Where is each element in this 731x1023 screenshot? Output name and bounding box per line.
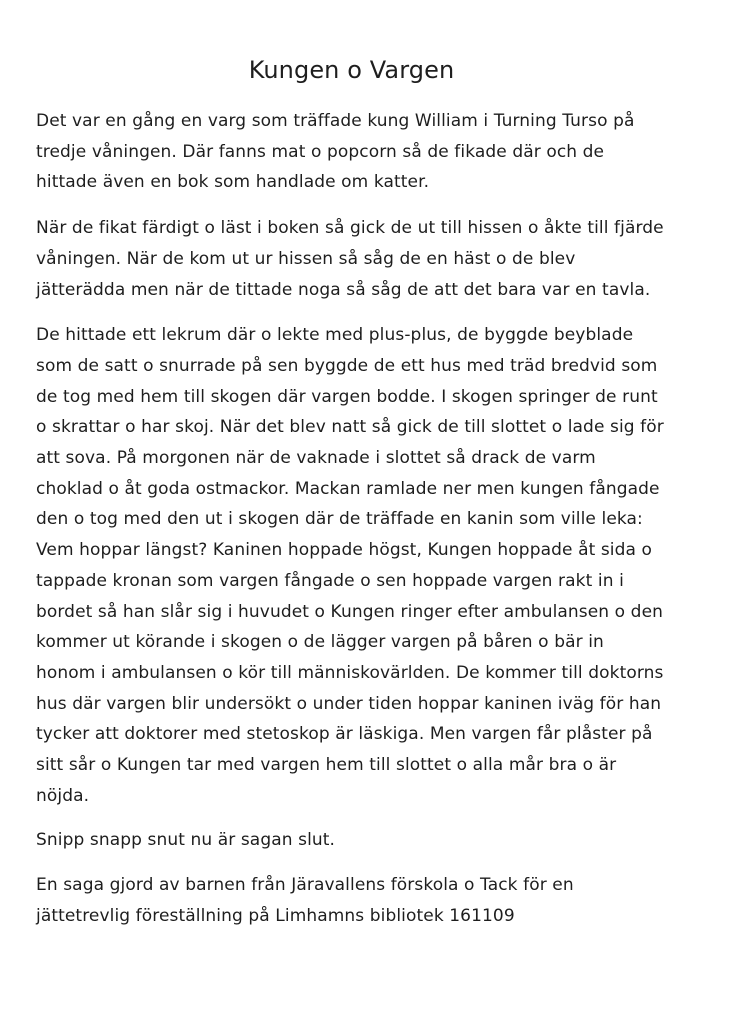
- paragraph-elevator: När de fikat färdigt o läst i boken så gick de ut till hissen o åkte till fjärde våningen. När de kom ut ur hissen så såg de en häst o de blev jätterädda men när de tittade noga så såg de att det bara var en tavla.: [36, 218, 664, 300]
- paragraph-credits: En saga gjord av barnen från Järavallens förskola o Tack för en jättetrevlig föreställning på Limhamns bibliotek 161109: [36, 875, 574, 926]
- paragraph-ending: Snipp snapp snut nu är sagan slut.: [36, 830, 336, 851]
- paragraph-story: De hittade ett lekrum där o lekte med plus-plus, de byggde beyblade som de satt o snurrade på sen byggde de ett hus med träd bredvid som de tog med hem till skogen där vargen bodde. I skogen springer de runt o skrattar o har skoj. När det blev natt så gick de till slottet o lade sig för att sova. På morgonen när de vaknade i slottet så drack de varm choklad o åt goda ostmackor. Mackan ramlade ner men kungen fångade den o tog med den ut i skogen där de träffade en kanin som ville leka: Vem hoppar längst? Kaninen hoppade högst, Kungen hoppade åt sida o tappade kronan som vargen fångade o sen hoppade vargen rakt in i bordet så han slår sig i huvudet o Kungen ringer efter ambulansen o den kommer ut körande i skogen o de lägger vargen på båren o bär in honom i ambulansen o kör till människovärlden. De kommer till doktorns hus där vargen blir undersökt o under tiden hoppar kaninen iväg för han tycker att doktorer med stetoskop är läskiga. Men vargen får plåster på sitt sår o Kungen tar med vargen hem till slottet o alla mår bra o är nöjda.: [36, 325, 664, 806]
- document-title: Kungen o Vargen: [248, 56, 455, 84]
- paragraph-intro: Det var en gång en varg som träffade kung William i Turning Turso på tredje våningen. Där fanns mat o popcorn så de fikade där och de hittade även en bok som handlade om katter.: [36, 111, 635, 193]
